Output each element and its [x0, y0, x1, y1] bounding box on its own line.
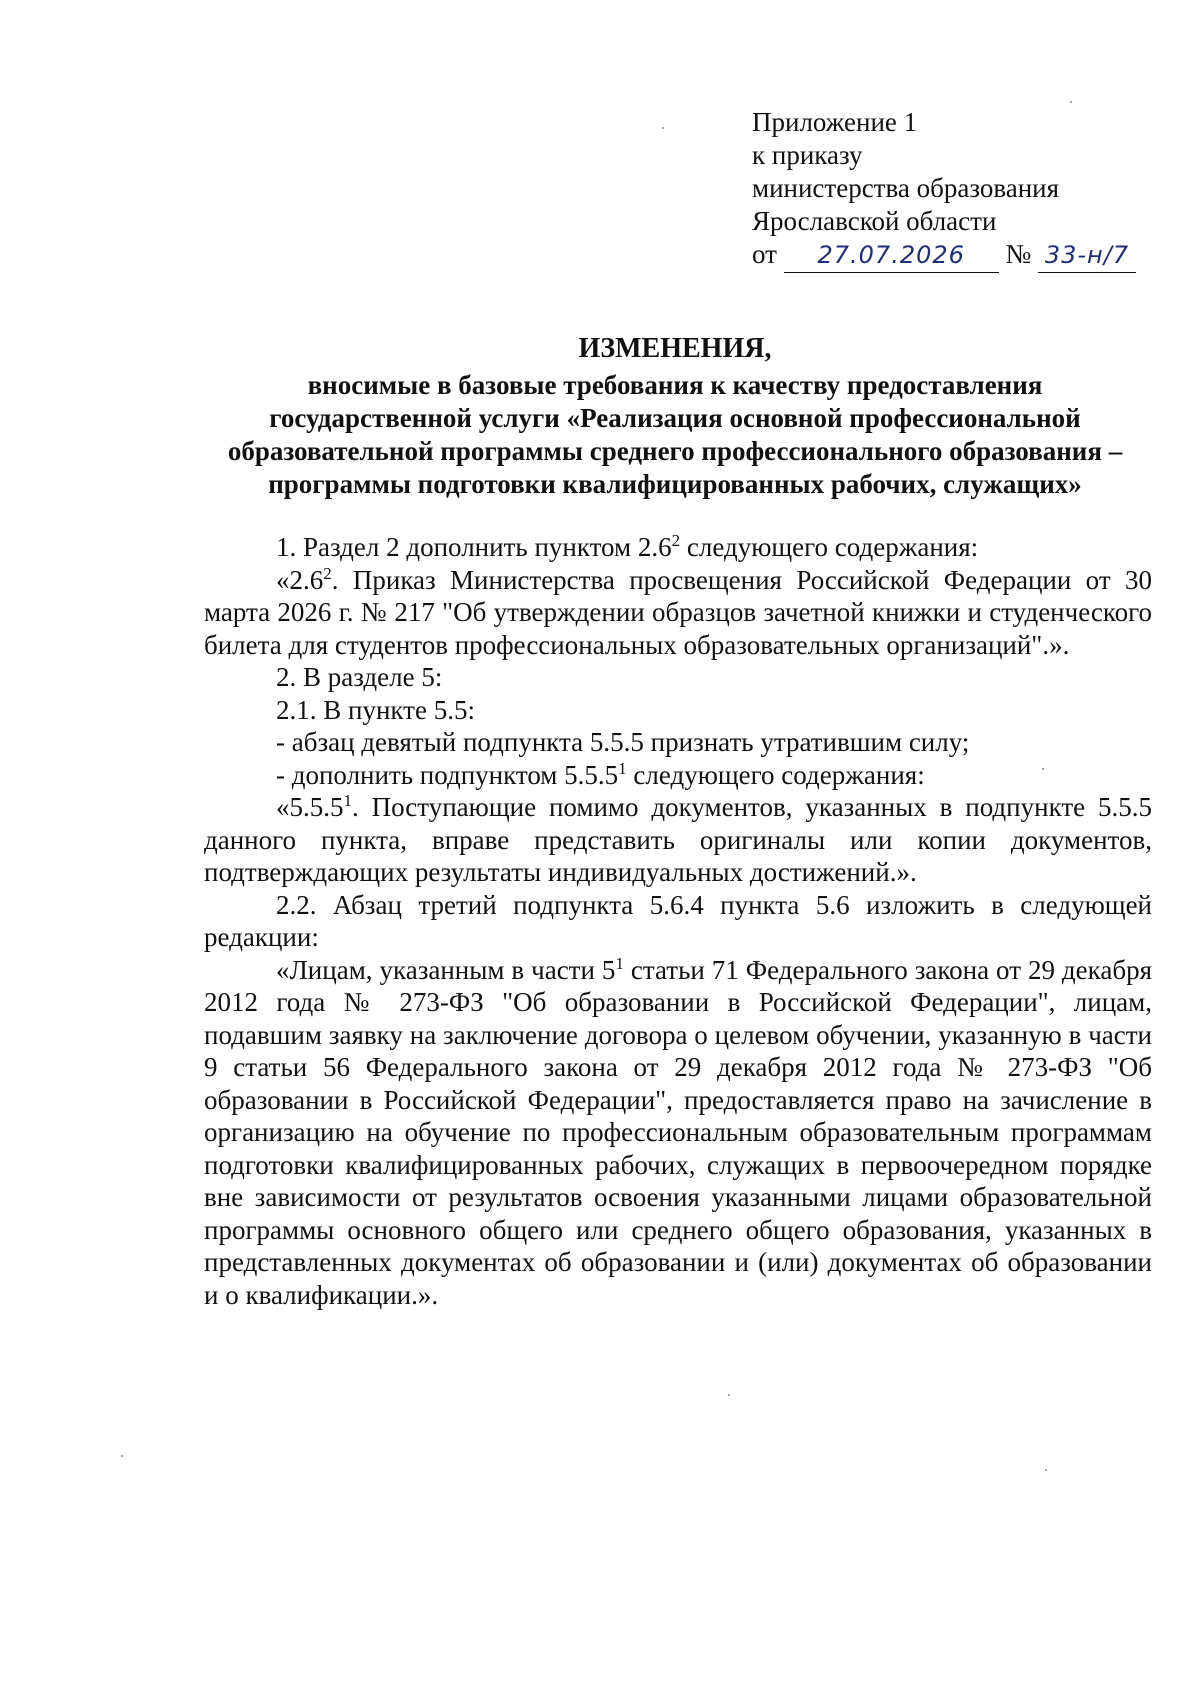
appendix-region: Ярославской области: [752, 206, 997, 236]
text-run: . Приказ Министерства просвещения Российской Федерации от 30 марта 2026 г. № 217 "Об утверждении образцов зачетной книжки и студенческого билета для студентов профессиональных образовательных организаций".».: [204, 564, 1152, 660]
appendix-block: [752, 106, 1172, 273]
paragraph-item-2-1-quote: [204, 791, 1152, 889]
scan-speck: [728, 1394, 730, 1396]
document-body: [204, 531, 1152, 1311]
appendix-title: Приложение 1: [752, 107, 918, 137]
appendix-ministry: министерства образования: [752, 173, 1060, 203]
text-run: «5.5.5: [276, 792, 344, 822]
heading-line-1: вносимые в базовые требования к качеству предоставления: [307, 370, 1043, 400]
text-run: «Лицам, указанным в части 5: [276, 954, 616, 985]
text-run: 1. Раздел 2 дополнить пунктом 2.6: [276, 532, 672, 562]
scan-speck: [1045, 1469, 1047, 1471]
heading-line-2: государственной услуги «Реализация основной профессиональной: [269, 403, 1081, 433]
handwritten-number: 33-н/7: [1038, 239, 1136, 273]
scan-speck: [1042, 768, 1044, 770]
paragraph-item-1-quote: [204, 564, 1152, 662]
scan-speck: [1070, 101, 1072, 103]
paragraph-item-2-1-b: [204, 759, 1152, 792]
scan-speck: [121, 1455, 123, 1457]
document-heading: [200, 332, 1150, 501]
text-run: следующего содержания:: [680, 532, 979, 562]
paragraph-item-2: 2. В разделе 5:: [276, 662, 443, 692]
heading-line-3: образовательной программы среднего профессионального образования –: [227, 436, 1123, 466]
heading-title: ИЗМЕНЕНИЯ,: [578, 333, 772, 364]
superscript: 2: [671, 531, 681, 550]
handwritten-date: 27.07.2026: [784, 239, 999, 273]
text-run: - дополнить подпунктом 5.5.5: [276, 759, 619, 790]
text-run: следующего содержания:: [626, 759, 925, 790]
paragraph-item-1: [204, 531, 1152, 564]
order-date-number-row: [752, 238, 1172, 273]
number-prefix: №: [1005, 239, 1032, 269]
text-run: статьи 71 Федерального закона от 29 декабря 2012 года № 273-ФЗ "Об образовании в Российской Федерации", лицам, подавшим заявку на заключение договора о целевом обучении, указанную в части 9 статьи 56 Федерального закона от 29 декабря 2012 года № 273-ФЗ "Об образовании в Российской Федерации", предоставляется право на зачисление в организацию на обучение по профессиональным образовательным программам подготовки квалифицированных рабочих, служащих в первоочередном порядке вне зависимости от результатов освоения указанными лицами образовательной программы основного общего или среднего общего образования, указанных в представленных документах об образовании и (или) документах об образовании и о квалификации.».: [204, 954, 1152, 1310]
appendix-to-order: к приказу: [752, 140, 863, 170]
superscript: 1: [618, 758, 627, 778]
scan-speck: [662, 127, 664, 129]
date-prefix: от: [752, 239, 777, 269]
paragraph-item-2-1-a: - абзац девятый подпункта 5.5.5 признать утратившим силу;: [276, 727, 970, 757]
paragraph-item-2-2-quote: [204, 954, 1152, 1312]
text-run: . Поступающие помимо документов, указанных в подпункте 5.5.5 данного пункта, вправе представить оригиналы или копии документов, подтверждающих результаты индивидуальных достижений.».: [204, 792, 1152, 887]
heading-line-4: программы подготовки квалифицированных рабочих, служащих»: [268, 469, 1082, 499]
superscript: 1: [343, 791, 352, 810]
paragraph-item-2-1: 2.1. В пункте 5.5:: [276, 694, 475, 725]
superscript: 1: [615, 953, 624, 973]
text-run: «2.6: [276, 564, 324, 595]
paragraph-item-2-2: 2.2. Абзац третий подпункта 5.6.4 пункта 5.6 изложить в следующей редакции:: [204, 889, 1152, 952]
superscript: 2: [323, 563, 332, 583]
